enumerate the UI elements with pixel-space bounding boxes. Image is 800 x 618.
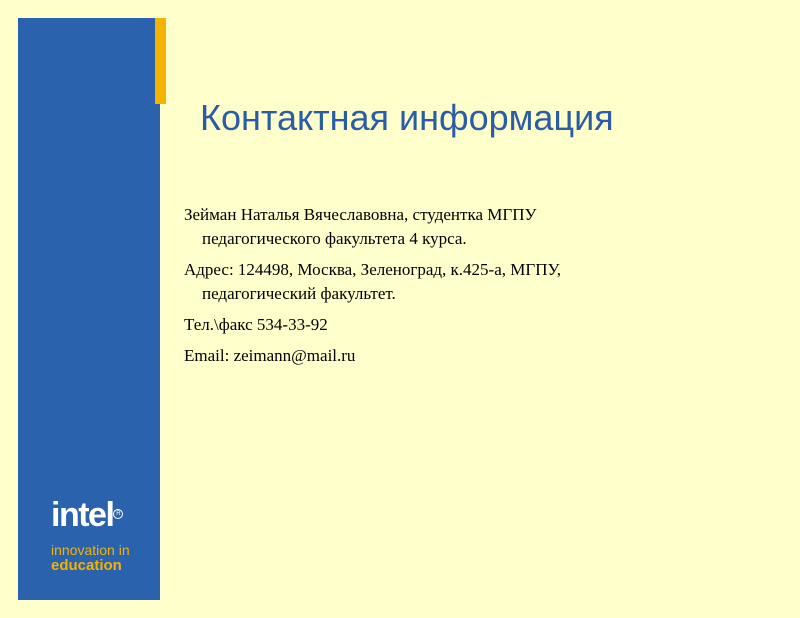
contact-phone: Тел.\факс 534-33-92 xyxy=(184,315,328,334)
contact-phone-paragraph xyxy=(184,313,654,337)
contact-address-line2: педагогический факультет. xyxy=(202,284,396,303)
logo-tagline xyxy=(51,543,151,573)
intel-logo xyxy=(51,497,151,573)
accent-tab xyxy=(155,18,166,104)
contact-info xyxy=(184,203,654,375)
contact-address-line1: Адрес: 124498, Москва, Зеленоград, к.425-а, МГПУ, xyxy=(184,260,561,279)
logo-tagline-line1: innovation in xyxy=(51,542,130,558)
contact-name-line1: Зейман Наталья Вячеславовна, студентка МГПУ xyxy=(184,205,537,224)
slide-title: Контактная информация xyxy=(200,97,614,138)
contact-email-paragraph xyxy=(184,344,654,368)
contact-email: Email: zeimann@mail.ru xyxy=(184,346,356,365)
contact-name-line2: педагогического факультета 4 курса. xyxy=(202,229,467,248)
logo-tagline-line2: education xyxy=(51,557,122,574)
contact-address-paragraph xyxy=(184,258,654,306)
registered-mark-icon: R xyxy=(113,509,123,519)
contact-name-paragraph xyxy=(184,203,654,251)
logo-wordmark-text: intel xyxy=(51,496,114,534)
logo-wordmark xyxy=(51,496,121,534)
